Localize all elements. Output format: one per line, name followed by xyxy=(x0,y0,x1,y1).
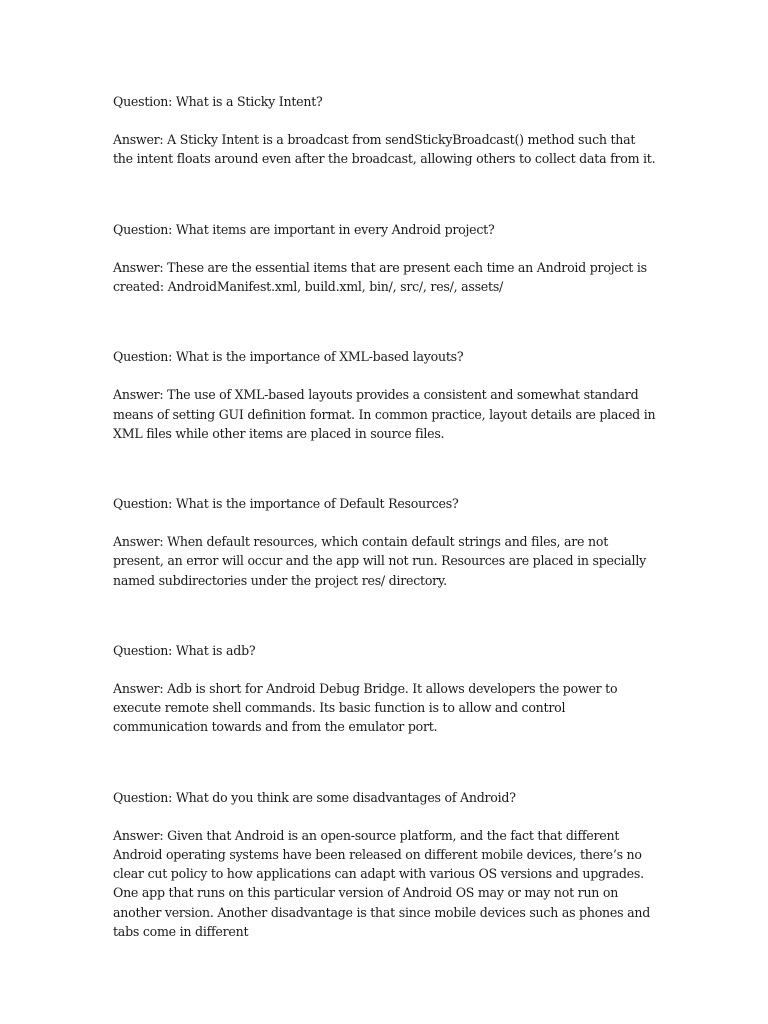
question-text: Question: What is adb? xyxy=(113,642,256,658)
question-text: Question: What is a Sticky Intent? xyxy=(113,94,323,109)
question-text: Question: What do you think are some disadvantages of Android? xyxy=(113,789,516,805)
answer-text: Answer: These are the essential items that are present each time an Android project is created: AndroidManifest.xml, build.xml, bin/, src/, res/, assets/ xyxy=(113,259,647,295)
qa-item xyxy=(113,220,658,297)
qa-item xyxy=(113,494,658,590)
qa-item xyxy=(113,347,658,443)
qa-item xyxy=(113,641,658,737)
qa-item xyxy=(113,788,658,941)
question-text: Question: What is the importance of XML-based layouts? xyxy=(113,349,464,365)
answer-text: Answer: The use of XML-based layouts provides a consistent and somewhat standard means of setting GUI definition format. In common practice, layout details are placed in XML files while other items are placed in source files. xyxy=(113,387,656,441)
question-text: Question: What is the importance of Default Resources? xyxy=(113,496,459,512)
answer-text: Answer: Adb is short for Android Debug Bridge. It allows developers the power to execute remote shell commands. Its basic function is to allow and control communication towards and from the emulator port. xyxy=(113,681,618,735)
answer-text: Answer: When default resources, which contain default strings and files, are not present, an error will occur and the app will not run. Resources are placed in specially named subdirectories under the project res/ directory. xyxy=(113,534,646,588)
question-text: Question: What items are important in every Android project? xyxy=(113,221,495,237)
document-body xyxy=(113,92,658,992)
answer-text: Answer: A Sticky Intent is a broadcast from sendStickyBroadcast() method such that the intent floats around even after the broadcast, allowing others to collect data from it. xyxy=(113,132,656,167)
qa-item xyxy=(113,92,658,169)
answer-text: Answer: Given that Android is an open-source platform, and the fact that different Android operating systems have been released on different mobile devices, there’s no clear cut policy to how applications can adapt with various OS versions and upgrades. One app that runs on this particular version of Android OS may or may not run on another version. Another disadvantage is that since mobile devices such as phones and tabs come in different xyxy=(113,827,651,939)
